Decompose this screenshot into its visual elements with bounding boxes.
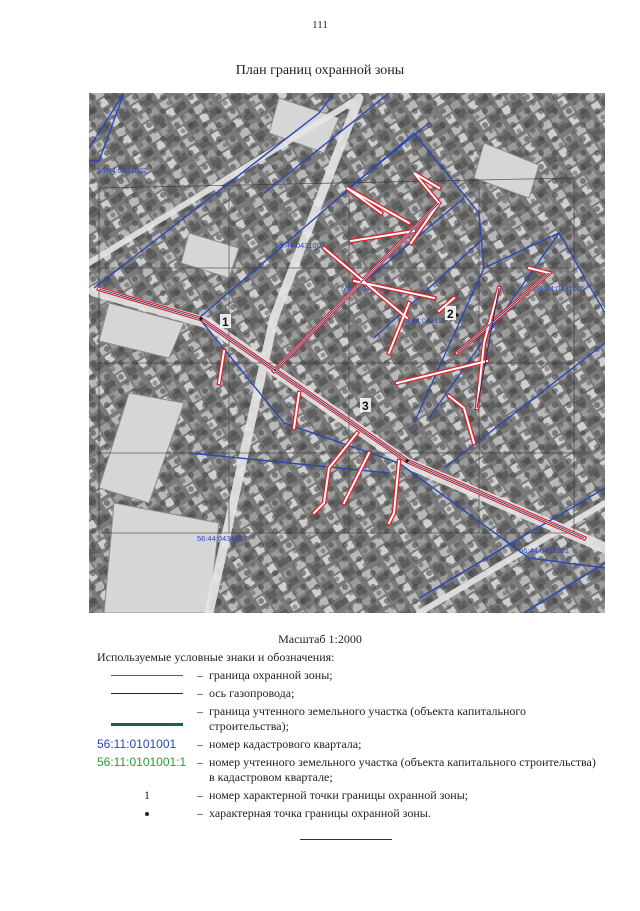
legend-text: граница учтенного земельного участка (объекта капитального строительства); bbox=[209, 704, 527, 733]
legend bbox=[97, 668, 597, 824]
scale-label: Масштаб 1:2000 bbox=[278, 632, 362, 646]
black-line-symbol bbox=[97, 686, 197, 701]
legend-item: 56:11:0101001 – номер кадастрового квартала; bbox=[97, 737, 597, 752]
plot-number-symbol: 56:11:0101001:1 bbox=[97, 755, 187, 769]
page-title: План границ охранной зоны bbox=[235, 63, 405, 78]
legend-item: 56:11:0101001:1 – номер учтенного земельного участка (объекта капитального строительства) в кадастровом квартале; bbox=[97, 755, 596, 784]
characteristic-point bbox=[199, 317, 202, 320]
legend-text: ось газопровода; bbox=[209, 686, 295, 700]
legend-text: номер учтенного земельного участка (объекта капитального строительства) в кадастровом квартале; bbox=[209, 755, 596, 784]
legend-item: 1 – номер характерной точки границы охранной зоны; bbox=[97, 788, 597, 803]
legend-item: – граница охранной зоны; bbox=[97, 668, 597, 683]
point-label-1: 1 bbox=[222, 315, 229, 329]
legend-text: номер характерной точки границы охранной зоны; bbox=[209, 788, 469, 802]
legend-heading: Используемые условные знаки и обозначения: bbox=[97, 650, 335, 664]
quarter-label: 56:44:0431005 bbox=[535, 284, 586, 293]
page-number: 111 bbox=[312, 19, 328, 31]
legend-text: характерная точка границы охранной зоны. bbox=[209, 806, 431, 820]
characteristic-point bbox=[405, 459, 408, 462]
quarter-label: 56:44:0431002 bbox=[97, 166, 148, 175]
footer-divider bbox=[300, 839, 392, 840]
legend-text: номер кадастрового квартала; bbox=[209, 737, 362, 751]
quarter-label: 56:44:0431004 bbox=[341, 284, 392, 293]
legend-text: граница охранной зоны; bbox=[209, 668, 333, 682]
legend-item: – характерная точка границы охранной зоны. bbox=[97, 806, 597, 821]
quarter-label: 56:44:04310 bbox=[401, 316, 443, 325]
quarter-number-symbol: 56:11:0101001 bbox=[97, 737, 177, 751]
point-number-symbol: 1 bbox=[144, 788, 150, 802]
quarter-label: 56:44:0431007 bbox=[197, 534, 248, 543]
protection-zone-map bbox=[89, 93, 605, 613]
legend-item: – граница учтенного земельного участка (объекта капитального строительства); bbox=[97, 704, 597, 734]
dot-symbol bbox=[97, 806, 197, 821]
point-label-3: 3 bbox=[362, 399, 369, 413]
point-label-2: 2 bbox=[447, 307, 454, 321]
red-line-symbol bbox=[97, 668, 197, 683]
quarter-label: 56:44:0432001 bbox=[519, 546, 570, 555]
green-line-symbol bbox=[97, 704, 197, 726]
legend-item: – ось газопровода; bbox=[97, 686, 597, 701]
quarter-label: 56:44:0431003 bbox=[275, 241, 326, 250]
